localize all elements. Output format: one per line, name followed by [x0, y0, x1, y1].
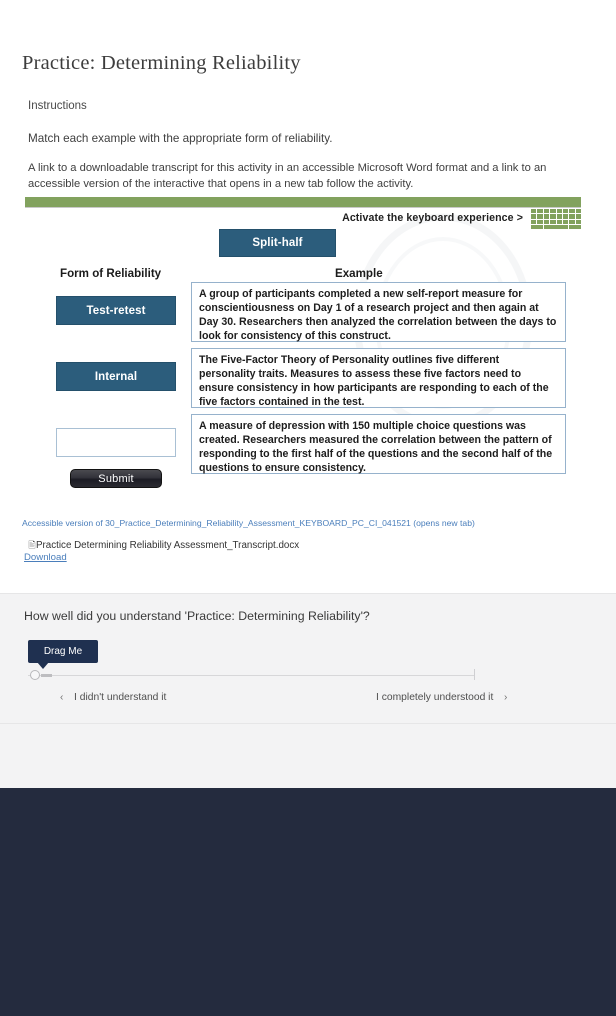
page-footer — [0, 788, 616, 1016]
transcript-filename: Practice Determining Reliability Assessment_Transcript.docx — [36, 540, 300, 551]
activate-keyboard-experience-link[interactable]: Activate the keyboard experience > — [342, 212, 523, 224]
page-title: Practice: Determining Reliability — [22, 52, 301, 74]
submit-button[interactable]: Submit — [70, 469, 162, 488]
survey-scale-label-low: I didn't understand it — [74, 692, 167, 703]
column-header-example: Example — [335, 267, 383, 280]
document-icon: 🖹 — [28, 540, 36, 550]
transcript-row — [28, 538, 299, 554]
drag-tile-internal[interactable]: Internal — [56, 362, 176, 391]
example-box-1[interactable]: A group of participants completed a new self-report measure for conscientiousness on Day 1 of a research project and then again at Day 30. Researchers then analyzed the correlation between the days to look for consistency of this construct. — [191, 282, 566, 342]
drag-tile-split-half[interactable]: Split-half — [219, 229, 336, 257]
drop-zone-empty[interactable] — [56, 428, 176, 457]
accessible-version-link[interactable]: Accessible version of 30_Practice_Determining_Reliability_Assessment_KEYBOARD_PC_CI_041521 (opens new tab) — [22, 518, 475, 528]
instructions-label: Instructions — [28, 100, 87, 112]
instructions-line-2: A link to a downloadable transcript for this activity in an accessible Microsoft Word format and a link to an accessible version of the interactive that opens in a new tab follow the activity. — [28, 162, 547, 190]
slider-drag-tooltip[interactable]: Drag Me — [28, 640, 98, 663]
survey-scale-label-high: I completely understood it — [376, 692, 494, 703]
drag-tile-test-retest[interactable]: Test-retest — [56, 296, 176, 325]
instructions-line-1: Match each example with the appropriate form of reliability. — [28, 132, 333, 145]
example-box-2[interactable]: The Five-Factor Theory of Personality outlines five different personality traits. Measures to assess these five factors need to ensure consistency in how participants are responding to each of the five factors contained in the test. — [191, 348, 566, 408]
keyboard-icon[interactable] — [531, 209, 581, 229]
survey-slider-handle[interactable] — [30, 670, 40, 680]
understanding-survey — [0, 593, 616, 723]
survey-slider-stem — [41, 674, 52, 677]
chevron-left-icon: ‹ — [60, 692, 64, 703]
interactive-activity[interactable] — [25, 197, 581, 502]
activity-top-bar — [25, 197, 581, 208]
chevron-right-icon: › — [504, 692, 508, 703]
column-header-form-of-reliability: Form of Reliability — [60, 267, 162, 280]
example-box-3[interactable]: A measure of depression with 150 multiple choice questions was created. Researchers measured the correlation between the pattern of responding to the first half of the questions and the second half of the questions to ensure consistency. — [191, 414, 566, 474]
survey-slider-end-tick — [474, 669, 475, 680]
post-survey-spacer — [0, 723, 616, 788]
survey-question: How well did you understand 'Practice: Determining Reliability'? — [24, 609, 370, 623]
download-link[interactable]: Download — [24, 552, 67, 563]
instructions-block — [28, 98, 588, 192]
survey-slider-track[interactable] — [28, 675, 475, 676]
